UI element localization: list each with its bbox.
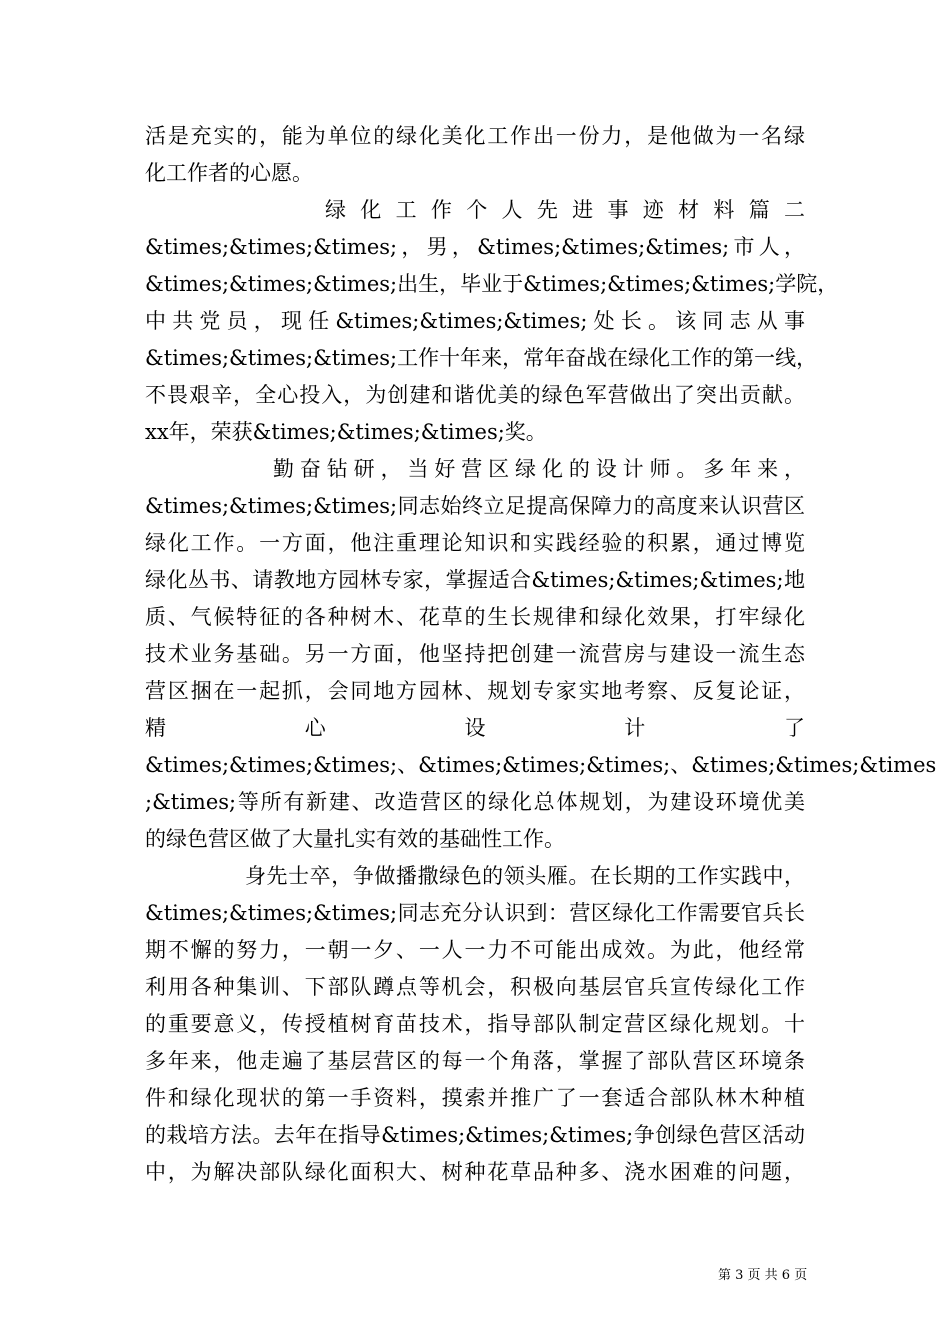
text-line: 不畏艰辛，全心投入，为创建和谐优美的绿色军营做出了突出贡献。: [145, 383, 805, 407]
text-line: 质、气候特征的各种树木、花草的生长规律和绿化效果，打牢绿化: [145, 605, 805, 629]
text-line: 化工作者的心愿。: [145, 161, 313, 185]
text-line: &times;&times;&times;出生，毕业于&times;&times;&times;学院，: [145, 272, 839, 296]
text-line: &times;&times;&times;同志充分认识到：营区绿化工作需要官兵长: [145, 901, 805, 925]
section-title: 绿化工作个人先进事迹材料篇二: [325, 198, 805, 222]
text-line: &times;&times;&times;同志始终立足提高保障力的高度来认识营区: [145, 494, 805, 518]
text-line: xx年，荣获&times;&times;&times;奖。: [145, 420, 547, 444]
text-line: &times;&times;&times;、&times;&times;&times;、&times;&times;&times: [145, 753, 937, 777]
text-line: &times;&times;&times;，男，&times;&times;&times;市人，: [145, 235, 805, 259]
text-line: 利用各种集训、下部队蹲点等机会，积极向基层官兵宣传绿化工作: [145, 975, 805, 999]
text-line: 绿化丛书、请教地方园林专家，掌握适合&times;&times;&times;地: [145, 568, 805, 592]
text-line: 的栽培方法。去年在指导&times;&times;&times;争创绿色营区活动: [145, 1123, 805, 1147]
text-line: 中，为解决部队绿化面积大、树种花草品种多、浇水困难的问题，: [145, 1160, 805, 1184]
text-line: 营区捆在一起抓，会同地方园林、规划专家实地考察、反复论证，: [145, 679, 805, 703]
text-line: 的重要意义，传授植树育苗技术，指导部队制定营区绿化规划。十: [145, 1012, 805, 1036]
text-line: 活是充实的，能为单位的绿化美化工作出一份力，是他做为一名绿: [145, 124, 805, 148]
paragraph-start-line: 勤奋钻研，当好营区绿化的设计师。多年来，: [273, 457, 805, 481]
text-line: 期不懈的努力，一朝一夕、一人一力不可能出成效。为此，他经常: [145, 938, 805, 962]
text-line: &times;&times;&times;工作十年来，常年奋战在绿化工作的第一线，: [145, 346, 818, 370]
text-line: 的绿色营区做了大量扎实有效的基础性工作。: [145, 827, 565, 851]
document-body: [145, 118, 937, 1191]
text-line: 中共党员，现任&times;&times;&times;处长。该同志从事: [145, 309, 805, 333]
text-line: 件和绿化现状的第一手资料，摸索并推广了一套适合部队林木种植: [145, 1086, 805, 1110]
text-line: 技术业务基础。另一方面，他坚持把创建一流营房与建设一流生态: [145, 642, 805, 666]
text-line: 多年来，他走遍了基层营区的每一个角落，掌握了部队营区环境条: [145, 1049, 805, 1073]
text-line: ;&times;等所有新建、改造营区的绿化总体规划，为建设环境优美: [145, 790, 805, 814]
paragraph-start-line: 身先士卒，争做播撒绿色的领头雁。在长期的工作实践中，: [245, 864, 805, 888]
text-line: 绿化工作。一方面，他注重理论知识和实践经验的积累，通过博览: [145, 531, 805, 555]
text-line: 精心设计了: [145, 716, 805, 740]
page-number-footer: 第 3 页 共 6 页: [718, 1268, 808, 1283]
